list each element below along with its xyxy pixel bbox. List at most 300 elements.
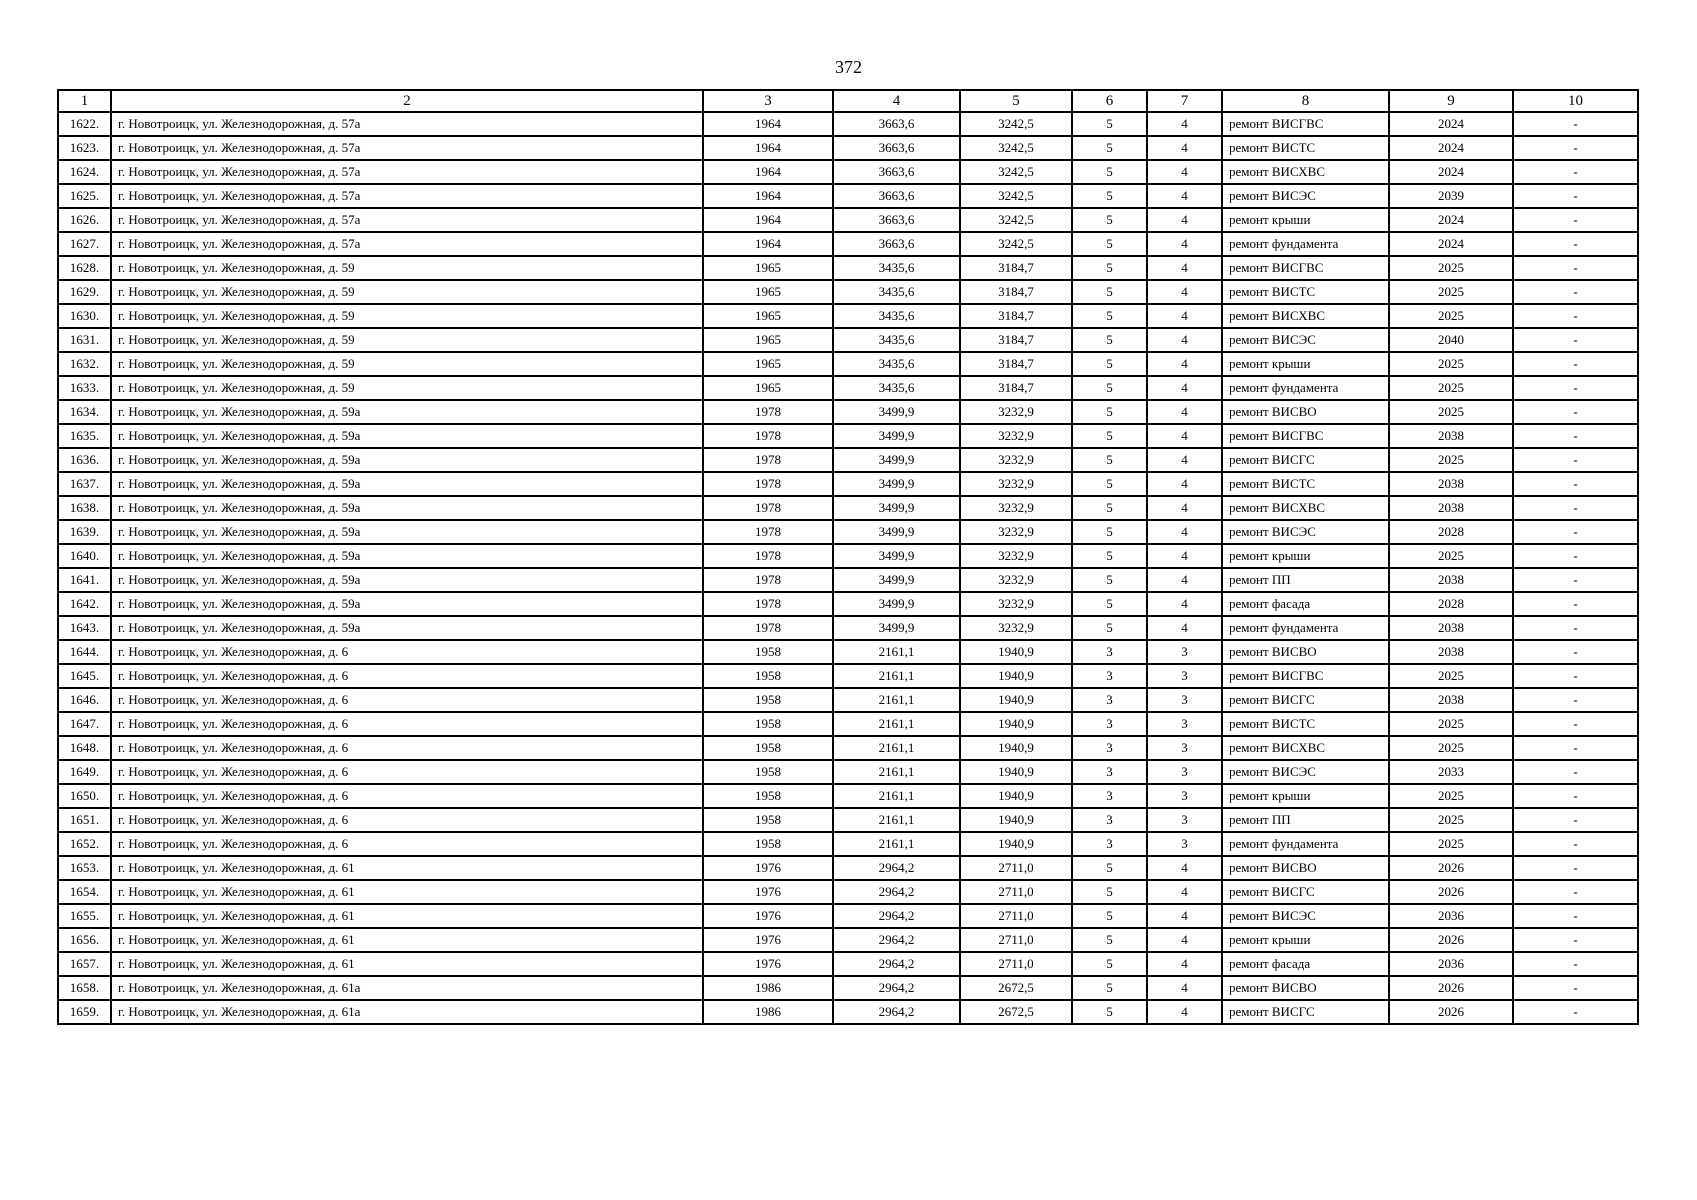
column-header: 8 [1222, 90, 1389, 112]
total-area-cell: 2964,2 [833, 880, 960, 904]
total-area-cell: 3435,6 [833, 280, 960, 304]
planned-year-cell: 2025 [1389, 352, 1513, 376]
address-cell: г. Новотроицк, ул. Железнодорожная, д. 59а [111, 472, 703, 496]
planned-year-cell: 2026 [1389, 856, 1513, 880]
total-area-cell: 2161,1 [833, 664, 960, 688]
floors-cell: 5 [1072, 904, 1147, 928]
work-type-cell: ремонт ВИСЭС [1222, 760, 1389, 784]
work-type-cell: ремонт ВИСЭС [1222, 184, 1389, 208]
table-row [58, 640, 1638, 664]
entrances-cell: 3 [1147, 808, 1222, 832]
address-cell: г. Новотроицк, ул. Железнодорожная, д. 6 [111, 664, 703, 688]
row-number-cell: 1648. [58, 736, 111, 760]
total-area-cell: 3663,6 [833, 160, 960, 184]
total-area-cell: 3499,9 [833, 472, 960, 496]
address-cell: г. Новотроицк, ул. Железнодорожная, д. 61 [111, 904, 703, 928]
total-area-cell: 2964,2 [833, 976, 960, 1000]
year-built-cell: 1958 [703, 784, 833, 808]
note-cell: - [1513, 736, 1638, 760]
note-cell: - [1513, 496, 1638, 520]
year-built-cell: 1958 [703, 640, 833, 664]
note-cell: - [1513, 712, 1638, 736]
address-cell: г. Новотроицк, ул. Железнодорожная, д. 6 [111, 640, 703, 664]
address-cell: г. Новотроицк, ул. Железнодорожная, д. 61 [111, 952, 703, 976]
total-area-cell: 3499,9 [833, 400, 960, 424]
total-area-cell: 3663,6 [833, 184, 960, 208]
year-built-cell: 1965 [703, 352, 833, 376]
year-built-cell: 1978 [703, 616, 833, 640]
entrances-cell: 4 [1147, 856, 1222, 880]
row-number-cell: 1633. [58, 376, 111, 400]
entrances-cell: 4 [1147, 424, 1222, 448]
row-number-cell: 1655. [58, 904, 111, 928]
living-area-cell: 3232,9 [960, 592, 1072, 616]
floors-cell: 5 [1072, 352, 1147, 376]
living-area-cell: 3232,9 [960, 568, 1072, 592]
row-number-cell: 1651. [58, 808, 111, 832]
work-type-cell: ремонт крыши [1222, 784, 1389, 808]
floors-cell: 5 [1072, 304, 1147, 328]
column-header: 5 [960, 90, 1072, 112]
work-type-cell: ремонт ВИСЭС [1222, 520, 1389, 544]
work-type-cell: ремонт ВИСГВС [1222, 424, 1389, 448]
entrances-cell: 4 [1147, 976, 1222, 1000]
note-cell: - [1513, 952, 1638, 976]
planned-year-cell: 2025 [1389, 280, 1513, 304]
year-built-cell: 1958 [703, 760, 833, 784]
entrances-cell: 4 [1147, 112, 1222, 136]
entrances-cell: 4 [1147, 520, 1222, 544]
note-cell: - [1513, 568, 1638, 592]
year-built-cell: 1964 [703, 136, 833, 160]
address-cell: г. Новотроицк, ул. Железнодорожная, д. 57а [111, 208, 703, 232]
address-cell: г. Новотроицк, ул. Железнодорожная, д. 6 [111, 736, 703, 760]
year-built-cell: 1958 [703, 808, 833, 832]
floors-cell: 5 [1072, 208, 1147, 232]
address-cell: г. Новотроицк, ул. Железнодорожная, д. 57а [111, 112, 703, 136]
table-row [58, 904, 1638, 928]
total-area-cell: 3499,9 [833, 448, 960, 472]
year-built-cell: 1965 [703, 376, 833, 400]
address-cell: г. Новотроицк, ул. Железнодорожная, д. 59а [111, 592, 703, 616]
note-cell: - [1513, 832, 1638, 856]
total-area-cell: 2161,1 [833, 760, 960, 784]
living-area-cell: 3184,7 [960, 376, 1072, 400]
entrances-cell: 4 [1147, 328, 1222, 352]
living-area-cell: 3232,9 [960, 520, 1072, 544]
column-header: 10 [1513, 90, 1638, 112]
row-number-cell: 1631. [58, 328, 111, 352]
year-built-cell: 1978 [703, 400, 833, 424]
total-area-cell: 3435,6 [833, 304, 960, 328]
living-area-cell: 1940,9 [960, 640, 1072, 664]
column-header: 7 [1147, 90, 1222, 112]
work-type-cell: ремонт ВИСХВС [1222, 160, 1389, 184]
row-number-cell: 1654. [58, 880, 111, 904]
table-row [58, 448, 1638, 472]
work-type-cell: ремонт ВИСЭС [1222, 904, 1389, 928]
planned-year-cell: 2039 [1389, 184, 1513, 208]
living-area-cell: 1940,9 [960, 832, 1072, 856]
address-cell: г. Новотроицк, ул. Железнодорожная, д. 59а [111, 544, 703, 568]
row-number-cell: 1652. [58, 832, 111, 856]
row-number-cell: 1640. [58, 544, 111, 568]
living-area-cell: 2672,5 [960, 1000, 1072, 1024]
entrances-cell: 4 [1147, 904, 1222, 928]
year-built-cell: 1978 [703, 448, 833, 472]
year-built-cell: 1964 [703, 184, 833, 208]
row-number-cell: 1641. [58, 568, 111, 592]
living-area-cell: 3184,7 [960, 304, 1072, 328]
floors-cell: 3 [1072, 688, 1147, 712]
address-cell: г. Новотроицк, ул. Железнодорожная, д. 59а [111, 448, 703, 472]
planned-year-cell: 2025 [1389, 400, 1513, 424]
work-type-cell: ремонт крыши [1222, 208, 1389, 232]
living-area-cell: 2711,0 [960, 856, 1072, 880]
work-type-cell: ремонт ВИСГС [1222, 448, 1389, 472]
work-type-cell: ремонт крыши [1222, 544, 1389, 568]
planned-year-cell: 2038 [1389, 472, 1513, 496]
note-cell: - [1513, 424, 1638, 448]
note-cell: - [1513, 520, 1638, 544]
entrances-cell: 4 [1147, 1000, 1222, 1024]
note-cell: - [1513, 184, 1638, 208]
living-area-cell: 3232,9 [960, 424, 1072, 448]
work-type-cell: ремонт ВИСЭС [1222, 328, 1389, 352]
address-cell: г. Новотроицк, ул. Железнодорожная, д. 61 [111, 856, 703, 880]
total-area-cell: 3435,6 [833, 376, 960, 400]
floors-cell: 5 [1072, 616, 1147, 640]
living-area-cell: 1940,9 [960, 688, 1072, 712]
floors-cell: 5 [1072, 424, 1147, 448]
note-cell: - [1513, 544, 1638, 568]
living-area-cell: 3242,5 [960, 160, 1072, 184]
note-cell: - [1513, 376, 1638, 400]
note-cell: - [1513, 856, 1638, 880]
entrances-cell: 3 [1147, 640, 1222, 664]
work-type-cell: ремонт ВИСГВС [1222, 664, 1389, 688]
living-area-cell: 3242,5 [960, 208, 1072, 232]
entrances-cell: 3 [1147, 688, 1222, 712]
table-row [58, 400, 1638, 424]
table-row [58, 976, 1638, 1000]
year-built-cell: 1986 [703, 976, 833, 1000]
planned-year-cell: 2036 [1389, 952, 1513, 976]
living-area-cell: 1940,9 [960, 808, 1072, 832]
table-row [58, 1000, 1638, 1024]
row-number-cell: 1656. [58, 928, 111, 952]
table-row [58, 616, 1638, 640]
living-area-cell: 3242,5 [960, 184, 1072, 208]
living-area-cell: 2711,0 [960, 904, 1072, 928]
planned-year-cell: 2025 [1389, 736, 1513, 760]
living-area-cell: 3232,9 [960, 616, 1072, 640]
entrances-cell: 3 [1147, 736, 1222, 760]
year-built-cell: 1964 [703, 232, 833, 256]
planned-year-cell: 2026 [1389, 880, 1513, 904]
total-area-cell: 2964,2 [833, 856, 960, 880]
table-row [58, 760, 1638, 784]
total-area-cell: 3435,6 [833, 256, 960, 280]
row-number-cell: 1625. [58, 184, 111, 208]
table-row [58, 352, 1638, 376]
table-row [58, 928, 1638, 952]
floors-cell: 5 [1072, 952, 1147, 976]
row-number-cell: 1645. [58, 664, 111, 688]
column-header: 3 [703, 90, 833, 112]
planned-year-cell: 2025 [1389, 304, 1513, 328]
table-row [58, 208, 1638, 232]
planned-year-cell: 2025 [1389, 664, 1513, 688]
row-number-cell: 1630. [58, 304, 111, 328]
planned-year-cell: 2024 [1389, 160, 1513, 184]
address-cell: г. Новотроицк, ул. Железнодорожная, д. 6 [111, 712, 703, 736]
planned-year-cell: 2026 [1389, 928, 1513, 952]
total-area-cell: 3663,6 [833, 208, 960, 232]
data-table [57, 89, 1639, 1025]
note-cell: - [1513, 784, 1638, 808]
entrances-cell: 3 [1147, 784, 1222, 808]
entrances-cell: 4 [1147, 208, 1222, 232]
floors-cell: 3 [1072, 832, 1147, 856]
year-built-cell: 1976 [703, 952, 833, 976]
table-row [58, 472, 1638, 496]
note-cell: - [1513, 928, 1638, 952]
planned-year-cell: 2024 [1389, 136, 1513, 160]
living-area-cell: 2711,0 [960, 880, 1072, 904]
floors-cell: 5 [1072, 1000, 1147, 1024]
year-built-cell: 1978 [703, 592, 833, 616]
table-row [58, 856, 1638, 880]
floors-cell: 5 [1072, 184, 1147, 208]
entrances-cell: 4 [1147, 376, 1222, 400]
work-type-cell: ремонт ВИСТС [1222, 472, 1389, 496]
year-built-cell: 1964 [703, 112, 833, 136]
note-cell: - [1513, 112, 1638, 136]
entrances-cell: 3 [1147, 664, 1222, 688]
table-row [58, 232, 1638, 256]
year-built-cell: 1958 [703, 736, 833, 760]
address-cell: г. Новотроицк, ул. Железнодорожная, д. 6 [111, 808, 703, 832]
total-area-cell: 2964,2 [833, 1000, 960, 1024]
entrances-cell: 4 [1147, 616, 1222, 640]
floors-cell: 5 [1072, 472, 1147, 496]
address-cell: г. Новотроицк, ул. Железнодорожная, д. 61а [111, 1000, 703, 1024]
note-cell: - [1513, 760, 1638, 784]
table-row [58, 568, 1638, 592]
work-type-cell: ремонт ВИСТС [1222, 280, 1389, 304]
planned-year-cell: 2038 [1389, 616, 1513, 640]
year-built-cell: 1958 [703, 688, 833, 712]
entrances-cell: 4 [1147, 304, 1222, 328]
table-row [58, 376, 1638, 400]
total-area-cell: 2161,1 [833, 784, 960, 808]
floors-cell: 5 [1072, 448, 1147, 472]
living-area-cell: 3242,5 [960, 232, 1072, 256]
planned-year-cell: 2025 [1389, 544, 1513, 568]
header-row [58, 90, 1638, 112]
column-header: 9 [1389, 90, 1513, 112]
total-area-cell: 2161,1 [833, 808, 960, 832]
address-cell: г. Новотроицк, ул. Железнодорожная, д. 59 [111, 376, 703, 400]
total-area-cell: 3499,9 [833, 496, 960, 520]
total-area-cell: 3499,9 [833, 568, 960, 592]
entrances-cell: 4 [1147, 136, 1222, 160]
work-type-cell: ремонт фундамента [1222, 232, 1389, 256]
total-area-cell: 3663,6 [833, 112, 960, 136]
living-area-cell: 1940,9 [960, 712, 1072, 736]
work-type-cell: ремонт ВИСВО [1222, 976, 1389, 1000]
note-cell: - [1513, 352, 1638, 376]
entrances-cell: 4 [1147, 568, 1222, 592]
note-cell: - [1513, 616, 1638, 640]
work-type-cell: ремонт ВИСГС [1222, 880, 1389, 904]
planned-year-cell: 2025 [1389, 376, 1513, 400]
work-type-cell: ремонт ВИСТС [1222, 136, 1389, 160]
address-cell: г. Новотроицк, ул. Железнодорожная, д. 6 [111, 832, 703, 856]
planned-year-cell: 2024 [1389, 112, 1513, 136]
address-cell: г. Новотроицк, ул. Железнодорожная, д. 59 [111, 328, 703, 352]
note-cell: - [1513, 904, 1638, 928]
address-cell: г. Новотроицк, ул. Железнодорожная, д. 59 [111, 304, 703, 328]
address-cell: г. Новотроицк, ул. Железнодорожная, д. 59а [111, 568, 703, 592]
floors-cell: 5 [1072, 232, 1147, 256]
work-type-cell: ремонт ПП [1222, 808, 1389, 832]
total-area-cell: 3663,6 [833, 136, 960, 160]
planned-year-cell: 2038 [1389, 568, 1513, 592]
work-type-cell: ремонт ВИСХВС [1222, 496, 1389, 520]
entrances-cell: 4 [1147, 544, 1222, 568]
planned-year-cell: 2026 [1389, 976, 1513, 1000]
entrances-cell: 4 [1147, 928, 1222, 952]
total-area-cell: 2161,1 [833, 712, 960, 736]
note-cell: - [1513, 280, 1638, 304]
note-cell: - [1513, 328, 1638, 352]
floors-cell: 3 [1072, 784, 1147, 808]
living-area-cell: 1940,9 [960, 760, 1072, 784]
row-number-cell: 1653. [58, 856, 111, 880]
living-area-cell: 3184,7 [960, 328, 1072, 352]
total-area-cell: 3435,6 [833, 352, 960, 376]
entrances-cell: 4 [1147, 352, 1222, 376]
row-number-cell: 1639. [58, 520, 111, 544]
year-built-cell: 1978 [703, 424, 833, 448]
year-built-cell: 1976 [703, 880, 833, 904]
row-number-cell: 1657. [58, 952, 111, 976]
living-area-cell: 2711,0 [960, 952, 1072, 976]
work-type-cell: ремонт крыши [1222, 928, 1389, 952]
floors-cell: 5 [1072, 592, 1147, 616]
row-number-cell: 1647. [58, 712, 111, 736]
note-cell: - [1513, 400, 1638, 424]
work-type-cell: ремонт фасада [1222, 952, 1389, 976]
table-row [58, 304, 1638, 328]
total-area-cell: 2964,2 [833, 952, 960, 976]
floors-cell: 5 [1072, 928, 1147, 952]
table-row [58, 112, 1638, 136]
address-cell: г. Новотроицк, ул. Железнодорожная, д. 59а [111, 400, 703, 424]
note-cell: - [1513, 880, 1638, 904]
floors-cell: 5 [1072, 160, 1147, 184]
work-type-cell: ремонт ВИСГВС [1222, 112, 1389, 136]
year-built-cell: 1986 [703, 1000, 833, 1024]
living-area-cell: 3232,9 [960, 544, 1072, 568]
table-row [58, 592, 1638, 616]
row-number-cell: 1643. [58, 616, 111, 640]
planned-year-cell: 2024 [1389, 208, 1513, 232]
note-cell: - [1513, 208, 1638, 232]
address-cell: г. Новотроицк, ул. Железнодорожная, д. 57а [111, 184, 703, 208]
note-cell: - [1513, 232, 1638, 256]
table-row [58, 520, 1638, 544]
work-type-cell: ремонт фасада [1222, 592, 1389, 616]
year-built-cell: 1965 [703, 256, 833, 280]
address-cell: г. Новотроицк, ул. Железнодорожная, д. 6 [111, 688, 703, 712]
work-type-cell: ремонт ВИСВО [1222, 400, 1389, 424]
work-type-cell: ремонт ПП [1222, 568, 1389, 592]
note-cell: - [1513, 640, 1638, 664]
address-cell: г. Новотроицк, ул. Железнодорожная, д. 61 [111, 880, 703, 904]
living-area-cell: 3232,9 [960, 400, 1072, 424]
year-built-cell: 1978 [703, 472, 833, 496]
address-cell: г. Новотроицк, ул. Железнодорожная, д. 57а [111, 232, 703, 256]
planned-year-cell: 2028 [1389, 592, 1513, 616]
floors-cell: 3 [1072, 640, 1147, 664]
planned-year-cell: 2033 [1389, 760, 1513, 784]
planned-year-cell: 2024 [1389, 232, 1513, 256]
row-number-cell: 1629. [58, 280, 111, 304]
entrances-cell: 3 [1147, 832, 1222, 856]
total-area-cell: 2161,1 [833, 640, 960, 664]
address-cell: г. Новотроицк, ул. Железнодорожная, д. 59 [111, 280, 703, 304]
planned-year-cell: 2038 [1389, 640, 1513, 664]
total-area-cell: 2161,1 [833, 832, 960, 856]
column-header: 6 [1072, 90, 1147, 112]
living-area-cell: 3232,9 [960, 448, 1072, 472]
table-row [58, 952, 1638, 976]
note-cell: - [1513, 472, 1638, 496]
table-row [58, 280, 1638, 304]
total-area-cell: 3499,9 [833, 544, 960, 568]
address-cell: г. Новотроицк, ул. Железнодорожная, д. 61 [111, 928, 703, 952]
row-number-cell: 1659. [58, 1000, 111, 1024]
table-row [58, 256, 1638, 280]
work-type-cell: ремонт фундамента [1222, 376, 1389, 400]
work-type-cell: ремонт ВИСГС [1222, 688, 1389, 712]
year-built-cell: 1976 [703, 928, 833, 952]
planned-year-cell: 2040 [1389, 328, 1513, 352]
year-built-cell: 1978 [703, 544, 833, 568]
living-area-cell: 1940,9 [960, 664, 1072, 688]
year-built-cell: 1976 [703, 904, 833, 928]
year-built-cell: 1965 [703, 328, 833, 352]
entrances-cell: 4 [1147, 448, 1222, 472]
address-cell: г. Новотроицк, ул. Железнодорожная, д. 59 [111, 256, 703, 280]
note-cell: - [1513, 136, 1638, 160]
entrances-cell: 4 [1147, 496, 1222, 520]
living-area-cell: 2672,5 [960, 976, 1072, 1000]
total-area-cell: 3435,6 [833, 328, 960, 352]
year-built-cell: 1978 [703, 568, 833, 592]
planned-year-cell: 2025 [1389, 712, 1513, 736]
living-area-cell: 3184,7 [960, 256, 1072, 280]
planned-year-cell: 2025 [1389, 448, 1513, 472]
planned-year-cell: 2028 [1389, 520, 1513, 544]
table-row [58, 184, 1638, 208]
floors-cell: 5 [1072, 280, 1147, 304]
floors-cell: 5 [1072, 520, 1147, 544]
planned-year-cell: 2038 [1389, 688, 1513, 712]
